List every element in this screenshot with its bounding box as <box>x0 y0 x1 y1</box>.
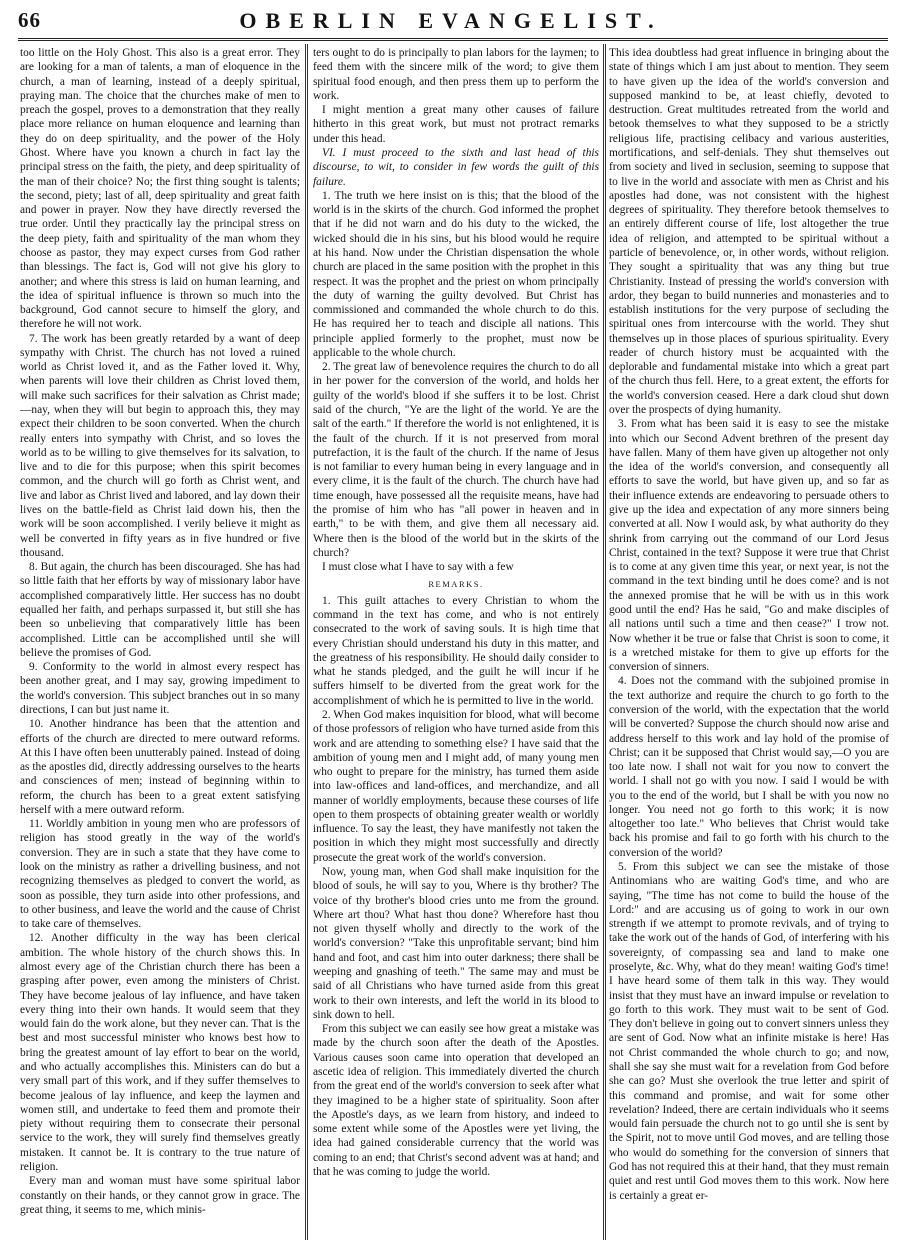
paragraph: ters ought to do is principally to plan labors for the laymen; to feed them with the sincere milk of the word; to give them spiritual food enough, and then press them up to perform the work. <box>313 47 599 102</box>
column-3 <box>609 46 889 1238</box>
paragraph: too little on the Holy Ghost. This also is a great error. They are looking for a man of talents, a man of eloquence in the church, a man of learning, instead of a deeply spiritual, praying man. The choice that the churches make of men to preach the gospel, proves to a demonstration that they really place more reliance on human eloquence and learning than they do on deep spirituality, and the power of the Holy Ghost. Where have you known a church in fact lay the principal stress on the faith, the piety, and deep spirituality of the man of their choice? No; the first thing sought is talents; the second, piety; last of all, deep spirituality and great faith and power in prayer. Now they have directly reversed the true order. Until they practically lay the principal stress on the deep piety, faith and spirituality of the man whom they choose as pastor, they may expect curses from God rather than blessings. The fact is, God will not give his glory to another; and where this stress is laid on human learning, and the idea of spiritual influence is thrown so much into the background, God cannot secure to himself the glory, and therefore he will not work. <box>20 47 300 331</box>
page-number: 66 <box>18 8 41 32</box>
masthead-title: OBERLIN EVANGELIST. <box>239 8 663 33</box>
paragraph: 8. But again, the church has been discouraged. She has had so little faith that her efforts by way of missionary labor have accomplished comparatively little. Her success has no doubt equalled her faith, and perhaps surpassed it, but still she has been so unbelieving that comparatively little has been accomplished. Little can be accomplished until she will believe the promises of God. <box>20 561 300 659</box>
paragraph: Now, young man, when God shall make inquisition for the blood of souls, he will say to you, Where is thy brother? The voice of thy brother's blood cries unto me from the ground. Where art thou? What hast thou done? Wherefore hast thou not given thyself wholly and directly to the work of the world's conversion? "Take this unprofitable servant; bind him hand and foot, and cast him into outer darkness; there shall be weeping and gnashing of teeth." The same may and must be said of all Christians who have turned aside from this great work to their own interests, and left the world in its blood to sink down to hell. <box>313 866 599 1021</box>
paragraph: 12. Another difficulty in the way has been clerical ambition. The whole history of the church shows this. In almost every age of the Christian church there has been a grasping after power, even among the ministers of Christ. They have become jealous of lay influence, and have taken every thing into their own hands. It would seem that they would fain do the work alone, but they never can. That is the best and most successful minister who knows best how to bring the greatest amount of lay effort to bear on the world, and who actually accomplishes this. Ministers can do but a very small part of this work, and if they suffer themselves to become jealous of lay influence, and keep the laymen and women still, and undertake to feed them and promote their piety without requiring them to consecrate their personal service to the work, they will surely find themselves greatly mistaken. It cannot be. It is contrary to the true nature of religion. <box>20 932 300 1173</box>
column-divider <box>603 44 606 1240</box>
paragraph: I might mention a great many other causes of failure hitherto in this great work, but must not protract remarks under this head. <box>313 104 599 145</box>
column-2 <box>313 46 599 1238</box>
paragraph: 11. Worldly ambition in young men who are professors of religion has stood greatly in the way of the world's conversion. They are in such a state that they have come to look on the ministry as rather a drivelling business, and not recognizing themselves as pledged to convert the world, as soon as possible, they turn aside into other professions, and to other business, and leave the world and the cause of Christ to take care of themselves. <box>20 818 300 931</box>
paragraph: 7. The work has been greatly retarded by a want of deep sympathy with Christ. The church has not loved a ruined world as Christ loved it, and as the Father loved it. Why, when parents will love their children as Christ loved them, will make such sacrifices for their salvation as Christ made;—nay, when they will but begin to approach this, they may expect their children to be soon converted. When the church really enters into sympathy with Christ, and so loves the world as to be willing to give themselves for its salvation, to live and to die for this purpose; when this spirit becomes common, and the church will go forth as Christ went, and live and labor as Christ lived and labored, and lay down their lives on the battle-field as Christ laid down his, then the work will be soon accomplished. I verily believe it might as well be converted in fifty years as in five hundred or five thousand. <box>20 332 300 559</box>
paragraph: From this subject we can easily see how great a mistake was made by the church soon after the death of the Apostles. Various causes soon came into operation that developed an ascetic idea of religion. This immediately diverted the church from the great end of the world's conversion to seek after what they imagined to be a higher state of spirituality. Soon after the Apostle's days, as we learn from history, and indeed to some extent while some of the Apostles were yet living, the idea had gained considerable currency that the world was coming to an end; that Christ's second advent was at hand; and that he was coming to judge the world. <box>313 1023 599 1178</box>
header-rule <box>18 38 888 41</box>
paragraph: 2. When God makes inquisition for blood, what will become of those professors of religion who have turned aside from this work and are attending to something else? I have said that the ambition of young men and I might add, of many young men who ought to prepare for the ministry, has turned them aside into law-offices and land-offices, and merchandize, and all manner of worldly employments, because these courses of life open to them prospects of obtaining greater wealth or worldly influence. To say the least, they have manifestly not taken the position in which they might most successfully and directly prosecute the great work of the world's conversion. <box>313 708 599 864</box>
paragraph: I must close what I have to say with a few <box>322 561 514 574</box>
remarks-heading: REMARKS. <box>428 579 484 590</box>
paragraph: 3. From what has been said it is easy to see the mistake into which our Second Advent brethren of the present day have fallen. Many of them have given up altogether not only the idea of the world's conversion, and consequently all efforts to save the world, but have given up, and so far as their influence extends are endeavoring to persuade others to give up the idea and expectation of any more sinners being converted at all. Now I would ask, by what authority do they shrink from carrying out the command of our Lord Jesus Christ, contained in the text? Suppose it were true that Christ is to come at any given time this year, or next year, is not the command in the text binding until he does come? and is not the annexed promise that he will be with us in this work good until the end? Has he said, "Go and make disciples of all nations until such a time and then cease?" I trow not. Now whether it be true or false that Christ is soon to come, it is a wretched mistake for them to give up efforts for the conversion of sinners. <box>609 418 889 674</box>
paragraph: 10. Another hindrance has been that the attention and efforts of the church are directed to mere outward reforms. At this I have often been unutterably pained. Instead of doing as the apostles did, directly addressing ourselves to the hearts and consciences of men; instead of beginning within to reform, the church has been to a great extent satisfying herself with a mere outward reform. <box>20 718 300 816</box>
paragraph: 1. The truth we here insist on is this; that the blood of the world is in the skirts of the church. God informed the prophet that if he did not warn and do his duty to the wicked, the wicked should die in his sins, but his blood would he require at his hand. Now under the Christian dispensation the whole church are placed in the same position with the prophet in this respect. It was the prophet and the priest on whom principally the duty of warning the guilty devolved. But Christ has commissioned and commanded the whole church to do this. He has required her to teach and disciple all nations. This principle applied formerly to the prophet, must now be applicable to the whole church. <box>313 189 599 359</box>
section-heading: VI. I must proceed to the sixth and last head of this discourse, to wit, to consider in few words the guilt of this failure. <box>313 146 599 188</box>
paragraph: 2. The great law of benevolence requires the church to do all in her power for the conversion of the world, and holds her guilty of the world's blood if she suffers it to be lost. Christ said of the church, "Ye are the light of the world. Ye are the salt of the earth." If therefore the world is not enlightened, it is the fault of the church. If it is not preserved from moral putrefaction, it is the fault of the church. If the name of Jesus is not familiar to every human being in every language and in every clime, it is the fault of the church. The church have had time enough, have possessed all the requisite means, have had the promise of him who has "all power in heaven and in earth," to be with them, and give them all necessary aid. Where then is the blood of the world but in the skirts of the church? <box>313 361 599 559</box>
paragraph: 5. From this subject we can see the mistake of those Antinomians who are waiting God's time, and who are saying, "The time has not come to build the house of the Lord:" and are accusing us of going to work in our own strength if we attempt to promote revivals, and of trying to take the work out of the hands of God, of interfering with his sovereignty, of compassing sea and land to make one proselyte, &c. Why, what do they mean! waiting God's time! I have heard some of them talk in this way. They would insist that they must have an inward impulse or revelation to go forth to this work. They must wait to be sent of God. They don't believe in going out to convert sinners unless they are sent of God. Now what an infinite mistake is here! Has not Christ commanded the whole church to go; and now, shall she say she must wait for a revelation from God before she can go? Must she overlook the true letter and spirit of this command and promise, and wait for some other revelation? Indeed, there are certain individuals who it seems would fain persuade the church not to go until she is sent by the Spirit, not to move until God moves, and are telling those who would do something for the conversion of sinners that God has not required this at their hand, that they must remain quiet and rest until God moves them to this work. Now here is certainly a great er- <box>609 861 889 1202</box>
paragraph: 4. Does not the command with the subjoined promise in the text authorize and require the church to go forth to the conversion of the world, with the expectation that the world will be converted? Suppose the church should now arise and address herself to this work and lay hold of the promise of Christ; can it be supposed that Christ would say,—O you are too late now. I shall not wait for you now to convert the world. I shall not go with you now. I said I would be with you to the end of the world, but I shall be with you now no longer. You need not go forth to this work; it is now altogether too late." Who believes that Christ would take back his promise and fail to go forth with his church to the conversion of the world? <box>609 675 889 859</box>
page-header <box>18 8 884 34</box>
paragraph: This idea doubtless had great influence in bringing about the state of things which I am just about to mention. They seem to have given up the idea of the world's conversion and supposed mankind to be, at least chiefly, devoted to destruction. Great multitudes retreated from the world and betook themselves to what they supposed to be a strictly religious life, practising celibacy and various austerities, mortifications, and self-denials. They shut themselves out from society and lived in seclusion, seeming to suppose that to live in the world and associate with men as Christ and his apostles had done, was not consistent with the highest degrees of spirituality. They therefore betook themselves to an entirely different course of life, lost altogether the true idea of religion, and attempted to be spiritual without a particle of benevolence, or, in other words, without religion. They sought a spirituality that was any thing but true Christianity. Instead of pressing the world's conversion with ardor, they began to build nunneries and monasteries and to establish institutions for the very purpose of secluding the spiritual ones from intercourse with the world. They shut themselves up in those places of spurious spirituality. Every reader of church history must be acquainted with the deplorable and fundamental mistake into which a great part of the church thus fell. Here, to a great extent, the efforts for the world's conversion ceased. Here a dark cloud shut down over the prospects of dying humanity. <box>609 47 889 417</box>
paragraph: Every man and woman must have some spiritual labor constantly on their hands, or they cannot grow in grace. The great thing, it seems to me, which minis- <box>20 1175 300 1216</box>
column-divider <box>305 44 308 1240</box>
paragraph: 1. This guilt attaches to every Christian to whom the command in the text has come, and who is not entirely consecrated to the work of saving souls. It is high time that every Christian should understand his duty in this matter, and the greatness of his responsibility. He should daily consider to what he stands pledged, and the guilt he will incur if he suffers himself to be diverted from the great work for the accomplishment of which he is permitted to live in the world. <box>313 594 599 707</box>
paragraph: 9. Conformity to the world in almost every respect has been another great, and I may say, growing impediment to the world's conversion. This subject branches out in so many directions, I can but just name it. <box>20 661 300 716</box>
column-1 <box>20 46 300 1238</box>
